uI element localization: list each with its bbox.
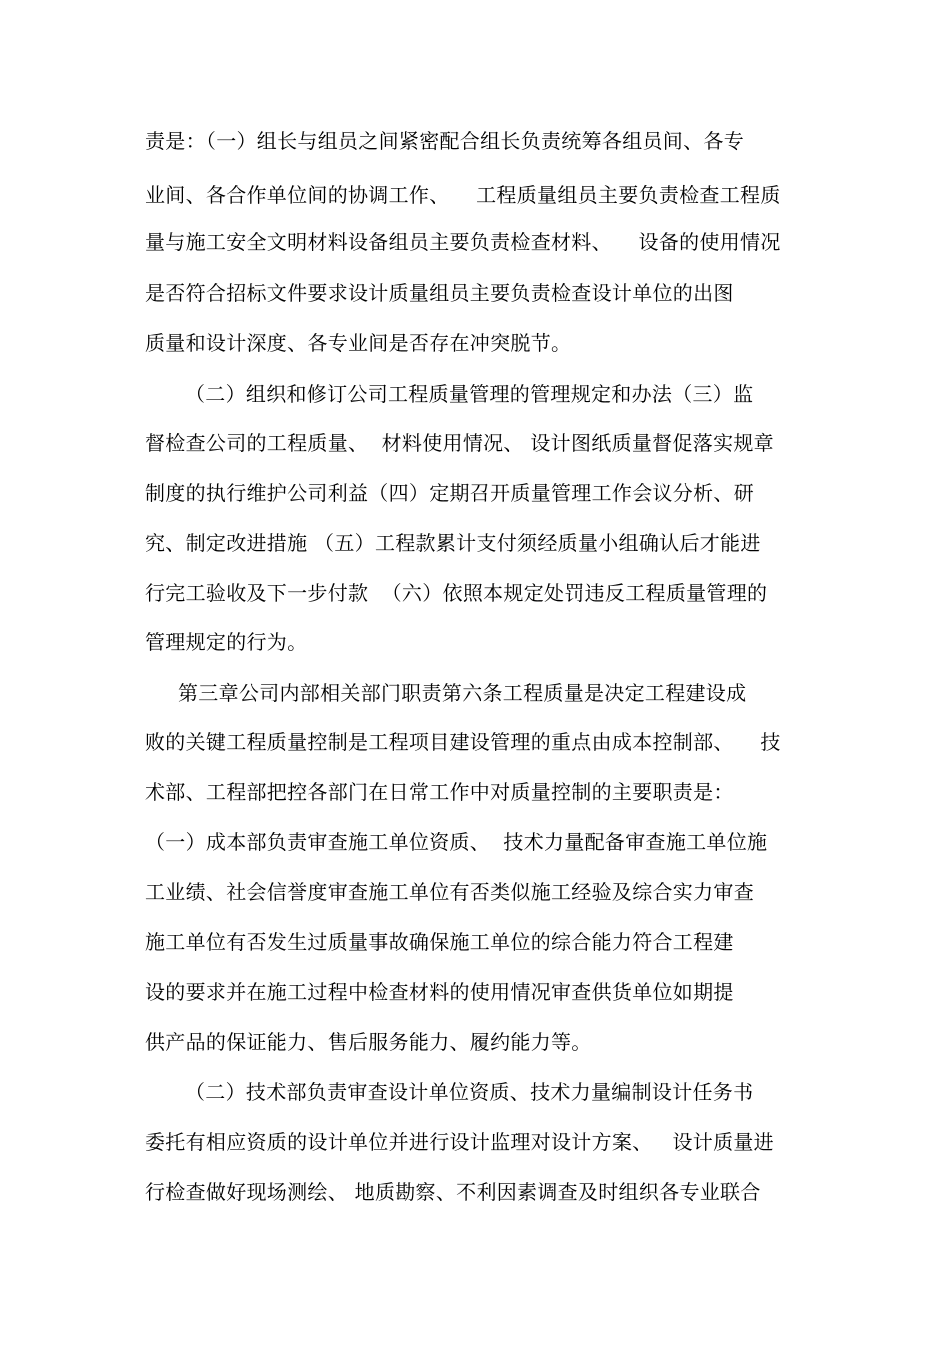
text-line: 制度的执行维护公司利益（四）定期召开质量管理工作会议分析、研 [145,481,754,505]
text-line: 督检查公司的工程质量、 材料使用情况、 设计图纸质量督促落实规章 [145,431,774,455]
text-line: 业间、各合作单位间的协调工作、 工程质量组员主要负责检查工程质 [145,183,781,207]
text-line: 量与施工安全文明材料设备组员主要负责检查材料、 设备的使用情况 [145,230,781,254]
text-line: 设的要求并在施工过程中检查材料的使用情况审查供货单位如期提 [145,980,734,1004]
text-line: 行检查做好现场测绘、 地质勘察、不利因素调查及时组织各专业联合 [145,1180,761,1204]
text-line: 术部、工程部把控各部门在日常工作中对质量控制的主要职责是： [145,780,734,804]
text-line: （二）组织和修订公司工程质量管理的管理规定和办法（三）监 [185,382,754,406]
text-line: 是否符合招标文件要求设计质量组员主要负责检查设计单位的出图 [145,281,734,305]
text-line: （二）技术部负责审查设计单位资质、技术力量编制设计任务书 [185,1080,754,1104]
text-line: 施工单位有否发生过质量事故确保施工单位的综合能力符合工程建 [145,930,734,954]
text-line: 行完工验收及下一步付款 （六）依照本规定处罚违反工程质量管理的 [145,581,768,605]
text-line: 责是：（一）组长与组员之间紧密配合组长负责统筹各组员间、各专 [145,129,744,153]
text-line: 供产品的保证能力、售后服务能力、履约能力等。 [145,1030,592,1054]
text-line: 工业绩、社会信誉度审查施工单位有否类似施工经验及综合实力审查 [145,880,754,904]
text-line: （一）成本部负责审查施工单位资质、 技术力量配备审查施工单位施 [145,830,768,854]
text-line: 委托有相应资质的设计单位并进行设计监理对设计方案、 设计质量进 [145,1130,774,1154]
text-line: 败的关键工程质量控制是工程项目建设管理的重点由成本控制部、 技 [145,730,781,754]
text-line: 第三章公司内部相关部门职责第六条工程质量是决定工程建设成 [178,681,747,705]
text-line: 究、制定改进措施 （五）工程款累计支付须经质量小组确认后才能进 [145,531,761,555]
text-line: 质量和设计深度、各专业间是否存在冲突脱节。 [145,331,572,355]
text-line: 管理规定的行为。 [145,630,308,654]
